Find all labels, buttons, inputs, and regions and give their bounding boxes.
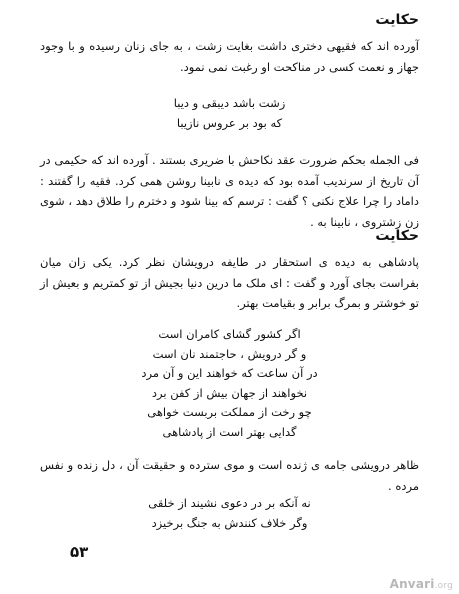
section-title: حکایت <box>375 228 419 244</box>
poem-line: نخواهند از جهان بیش از کفن برد <box>151 385 308 400</box>
poem-line: زشت باشد دیبقی و دیبا <box>173 96 286 110</box>
paragraph: فی الجمله بحکم ضرورت عقد نکاحش با ضریری بستند . آورده اند که حکیمی در آن تاریخ از سرندیب آمده بود که دیده ی نابینا روشن همی کرد. فقیه را گفتند : داماد را چرا علاج نکنی ؟ گفت : ترسم که بینا شود و دخترم را طلاق دهد ، شوی زن زشتروی ، نابینا به . <box>40 153 419 229</box>
paragraph: آورده اند که فقیهی دختری داشت بغایت زشت ، به جای زنان رسیده و با وجود جهاز و نعمت کسی در مناکحت او رغبت نمی نمود. <box>40 39 419 74</box>
paragraph: پادشاهی به دیده ی استحقار در طایفه درویشان نظر کرد. یکی زان میان بفراست بجای آورد و گفت : ای ملک ما درین دنیا بجیش از تو کمتریم و بعیش از تو خوشتر و بمرگ برابر و بقیامت بهتر. <box>40 255 419 310</box>
site-watermark <box>390 577 453 591</box>
section-title: حکایت <box>375 12 419 28</box>
poem-stanza <box>0 325 459 442</box>
poem-line: که بود بر عروس نازیبا <box>176 115 283 130</box>
poem-line: در آن ساعت که خواهند این و آن مرد <box>141 366 318 380</box>
poem-line: گدایی بهتر است از پادشاهی <box>162 424 297 439</box>
poem-line: نه آنکه بر در دعوی نشیند از خلقی <box>148 496 311 510</box>
poem-line: وگر خلاف کنندش به جنگ برخیزد <box>151 515 308 530</box>
poem-line: و گر درویش ، حاجتمند نان است <box>152 346 307 361</box>
poem-line: اگر کشور گشای کامران است <box>158 327 301 341</box>
watermark-tld: .org <box>434 581 453 591</box>
page-number: ۵۳ <box>70 543 89 561</box>
poem-couplet <box>0 494 459 533</box>
poem-line: چو رخت از مملکت بربست خواهی <box>147 405 312 419</box>
poem-couplet <box>0 94 459 133</box>
watermark-site: Anvari <box>389 577 435 591</box>
paragraph: ظاهر درویشی جامه ی ژنده است و موی سترده و حقیقت آن ، دل زنده و نفس مرده . <box>40 458 419 493</box>
